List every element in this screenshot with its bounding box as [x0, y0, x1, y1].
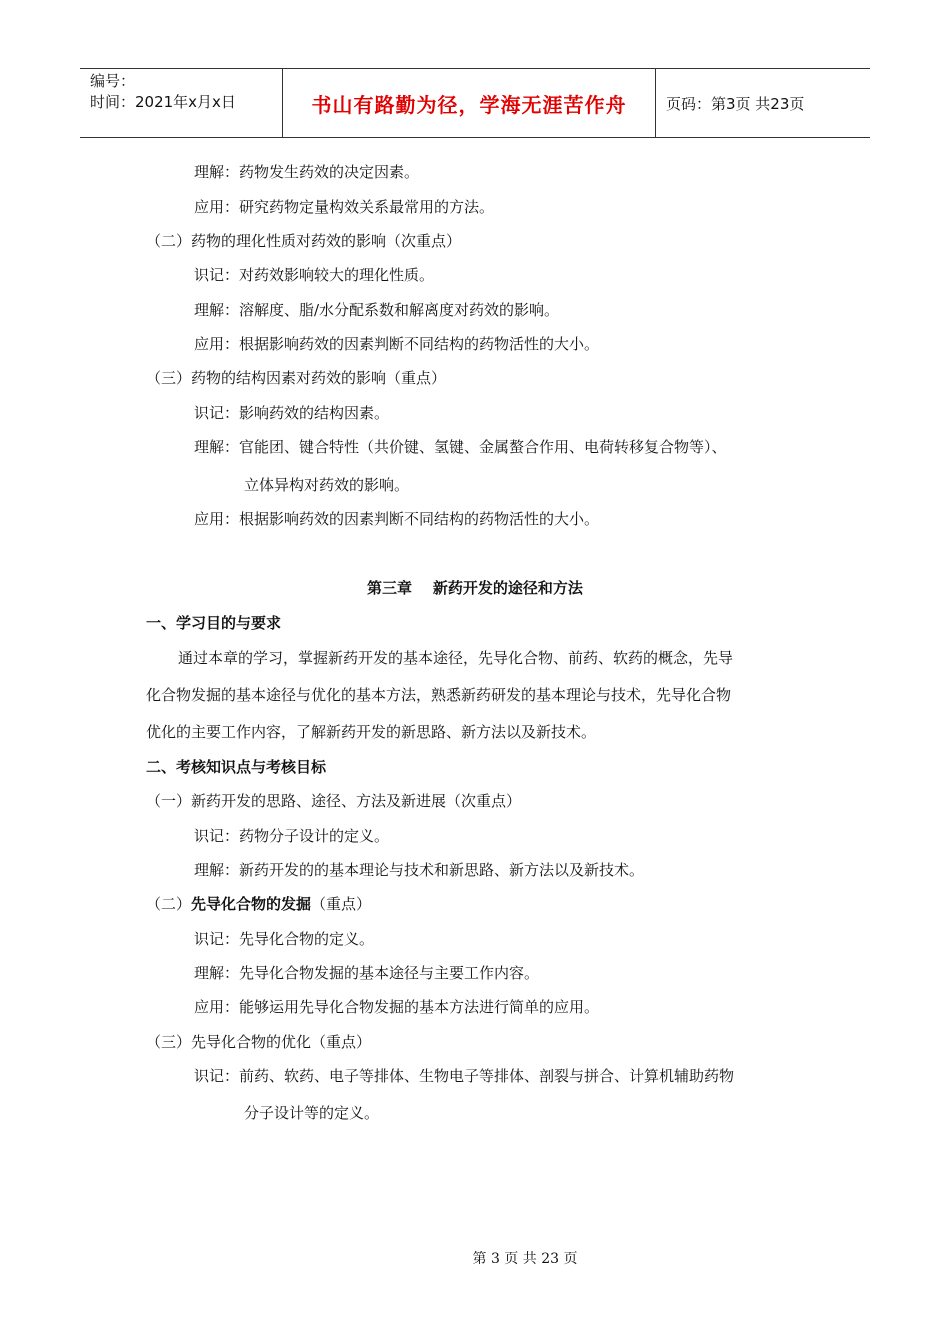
text-line: 立体异构对药效的影响。	[244, 476, 410, 494]
subsection-heading: （三）药物的结构因素对药效的影响（重点）	[146, 369, 447, 387]
chapter-title: 第三章 新药开发的途径和方法	[367, 579, 583, 597]
page-info: 页码：第3页 共23页	[666, 95, 805, 113]
text-line: 理解：新药开发的的基本理论与技术和新思路、新方法以及新技术。	[194, 861, 645, 879]
time-label: 时间：2021年x月x日	[90, 93, 236, 111]
number-label: 编号：	[90, 72, 136, 90]
text-line: 识记：前药、软药、电子等排体、生物电子等排体、剖裂与拼合、计算机辅助药物	[194, 1067, 735, 1085]
subsection-title: 先导化合物的发掘	[191, 895, 312, 913]
text-line: 应用：根据影响药效的因素判断不同结构的药物活性的大小。	[194, 335, 600, 353]
text-line: 识记：对药效影响较大的理化性质。	[194, 266, 435, 284]
header-left	[90, 71, 282, 113]
text-line: 识记：影响药效的结构因素。	[194, 404, 390, 422]
paragraph-line: 化合物发掘的基本途径与优化的基本方法，熟悉新药研发的基本理论与技术，先导化合物	[146, 686, 732, 704]
section-heading: 一、学习目的与要求	[146, 614, 282, 632]
page-header	[80, 68, 870, 138]
subsection-heading: （三）先导化合物的优化（重点）	[146, 1033, 372, 1051]
text-line: 理解：溶解度、脂/水分配系数和解离度对药效的影响。	[194, 301, 560, 319]
text-line: 识记：先导化合物的定义。	[194, 930, 375, 948]
text-line: 理解：药物发生药效的决定因素。	[194, 163, 420, 181]
text-line: 理解：官能团、键合特性（共价键、氢键、金属螯合作用、电荷转移复合物等）、	[194, 438, 727, 456]
text-line: 应用：根据影响药效的因素判断不同结构的药物活性的大小。	[194, 510, 600, 528]
section-heading: 二、考核知识点与考核目标	[146, 758, 327, 776]
motto: 书山有路勤为径，学海无涯苦作舟	[282, 69, 656, 137]
subsection-tag: （重点）	[311, 895, 372, 913]
subsection-prefix: （二）	[146, 895, 192, 913]
text-line: 识记：药物分子设计的定义。	[194, 827, 390, 845]
page-footer	[0, 1248, 950, 1268]
subsection-heading: （二）药物的理化性质对药效的影响（次重点）	[146, 232, 462, 250]
text-line: 理解：先导化合物发掘的基本途径与主要工作内容。	[194, 964, 540, 982]
text-line: 分子设计等的定义。	[244, 1104, 380, 1122]
paragraph-line: 优化的主要工作内容，了解新药开发的新思路、新方法以及新技术。	[146, 723, 597, 741]
paragraph-line: 通过本章的学习，掌握新药开发的基本途径，先导化合物、前药、软药的概念，先导	[178, 649, 734, 667]
subsection-heading: （一）新药开发的思路、途径、方法及新进展（次重点）	[146, 792, 522, 810]
subsection-heading	[146, 894, 371, 914]
footer-page-number: 第 3 页 共 23 页	[472, 1251, 578, 1267]
text-line: 应用：能够运用先导化合物发掘的基本方法进行简单的应用。	[194, 998, 600, 1016]
text-line: 应用：研究药物定量构效关系最常用的方法。	[194, 198, 495, 216]
